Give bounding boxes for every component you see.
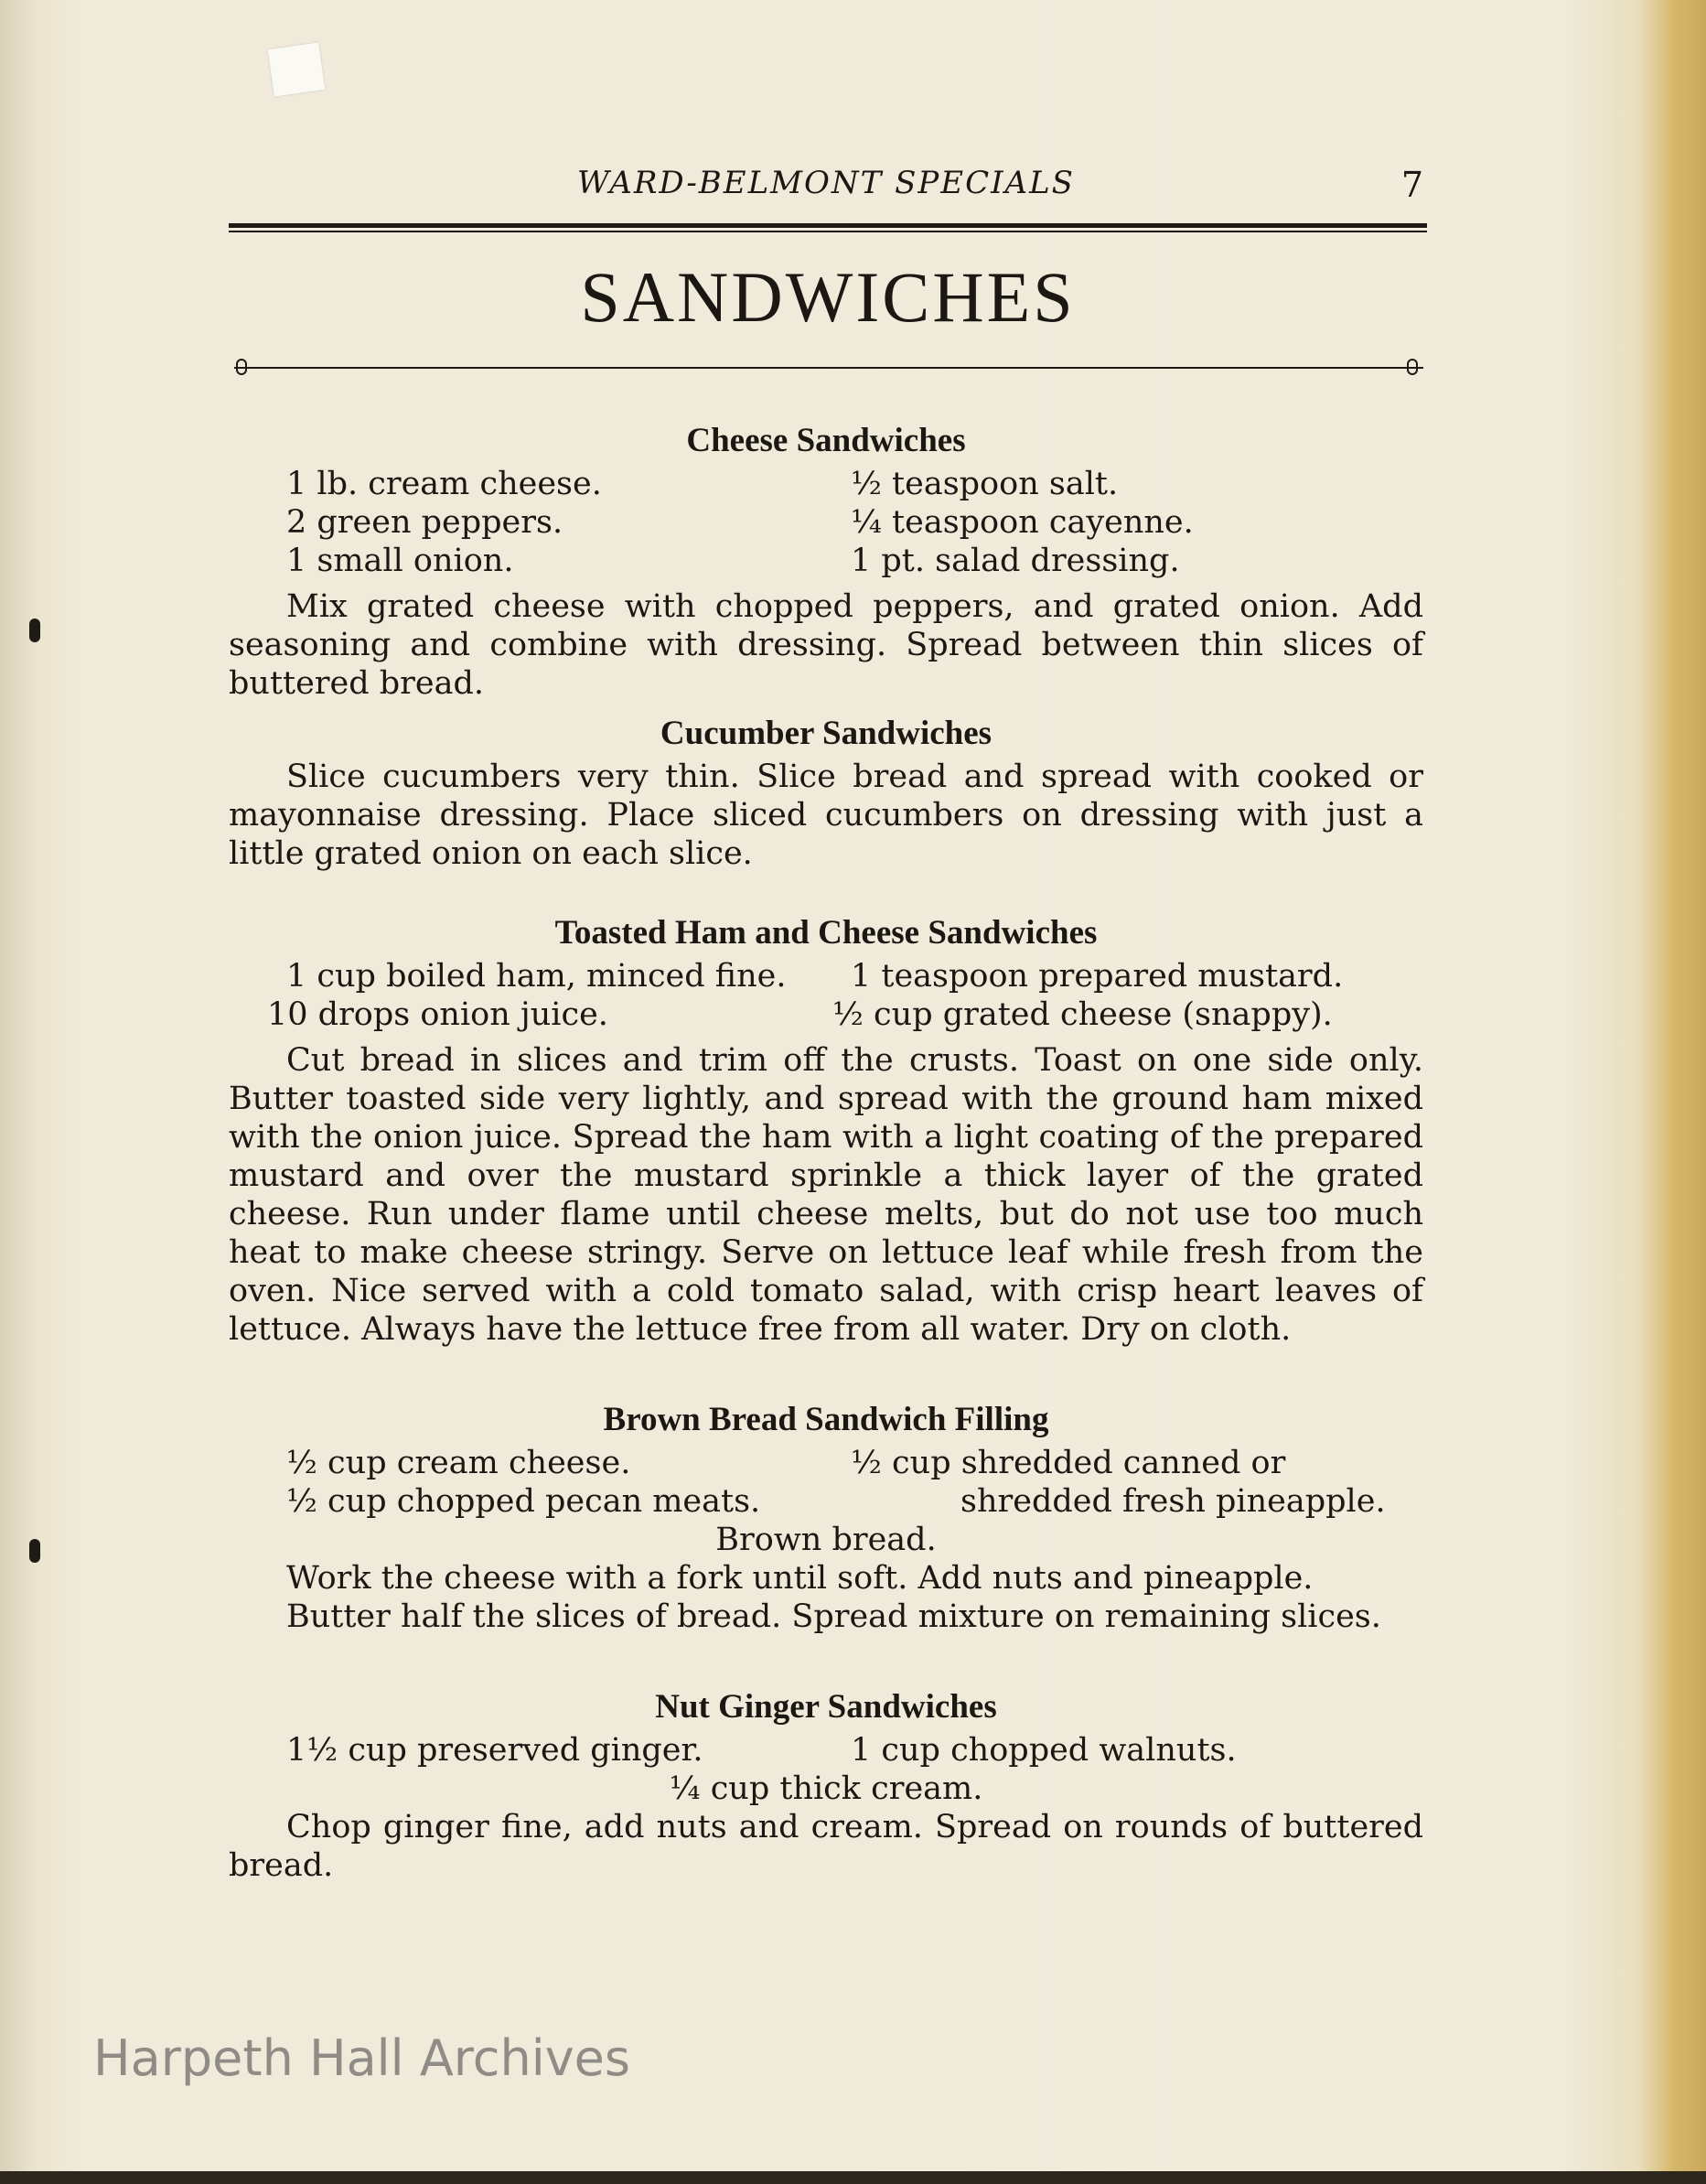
running-title: WARD-BELMONT SPECIALS [577,165,1075,201]
recipe-title: Brown Bread Sandwich Filling [603,1401,1049,1438]
ingredient: ½ cup shredded canned or [851,1445,1286,1481]
header-rule-thin [229,231,1427,232]
ingredient: 1 cup boiled ham, minced fine. [286,958,787,995]
archive-watermark: Harpeth Hall Archives [93,2029,631,2087]
ingredient: 1 lb. cream cheese. [286,466,602,502]
page-number: 7 [1400,165,1423,205]
ingredient: shredded fresh pineapple. [960,1483,1386,1520]
recipe-content [229,417,1423,1885]
recipe-directions: Cut bread in slices and trim off the crusts. Toast on one side only. Butter toasted side very lightly, and spread with the ground ham mixed with the onion juice. Spread the ham with a light coating of the prepared mustard and over the mustard sprinkle a thick layer of the grated cheese. Run under flame until cheese melts, but do not use too much heat to make cheese stringy. Serve on lettuce leaf while fresh from the oven. Nice served with a cold tomato salad, with crisp heart leaves of lettuce. Always have the lettuce free from all water. Dry on cloth. [229,1042,1423,1348]
binding-hole [29,1539,40,1563]
ingredient: ½ cup grated cheese (snappy). [832,996,1333,1033]
ingredient: Brown bread. [715,1522,937,1558]
ingredient: ¼ cup thick cream. [669,1770,983,1807]
recipe-title: Cucumber Sandwiches [660,715,992,752]
page-title: SANDWICHES [580,257,1076,337]
ingredient-row [229,957,1423,995]
ingredient-row [229,465,1423,503]
page-bottom-edge [0,2171,1706,2184]
ingredient-row [229,1444,1423,1482]
ingredient-row [229,542,1423,580]
ingredient-row [229,1770,1423,1808]
recipe-directions: Mix grated cheese with chopped peppers, and grated onion. Add seasoning and combine with dressing. Spread between thin slices of buttered bread. [229,588,1423,702]
direction-line [229,1598,1423,1636]
recipe-directions: Slice cucumbers very thin. Slice bread and spread with cooked or mayonnaise dressing. Place sliced cucumbers on dressing with just a little grated onion on each slice. [229,758,1423,872]
ingredient: ½ teaspoon salt. [851,466,1119,502]
ingredient: ¼ teaspoon cayenne. [851,504,1194,541]
ingredient-row [229,1482,1423,1521]
ingredient: 1½ cup preserved ginger. [286,1732,703,1769]
recipe-title: Toasted Ham and Cheese Sandwiches [554,914,1098,952]
ingredient: 10 drops onion juice. [267,996,608,1033]
ingredient-row [229,1521,1423,1559]
direction-line [229,1559,1423,1598]
recipe-title: Cheese Sandwiches [686,422,966,459]
ingredient: ½ cup chopped pecan meats. [286,1483,761,1520]
direction-text: Work the cheese with a fork until soft. Add nuts and pineapple. [286,1560,1314,1597]
ingredient: 2 green peppers. [286,504,563,541]
ingredient: ½ cup cream cheese. [286,1445,631,1481]
ingredient-row [229,503,1423,542]
running-header [229,165,1423,210]
recipe-title: Nut Ginger Sandwiches [655,1688,997,1726]
binding-hole [29,619,40,642]
ingredient: 1 pt. salad dressing. [851,543,1180,579]
paper-tab [268,42,326,96]
ingredient: 1 cup chopped walnuts. [851,1732,1237,1769]
recipe-directions: Chop ginger fine, add nuts and cream. Spread on rounds of buttered bread. [229,1809,1423,1884]
ingredient-row [229,995,1423,1034]
ingredient: 1 teaspoon prepared mustard. [851,958,1344,995]
direction-text: Butter half the slices of bread. Spread mixture on remaining slices. [286,1598,1381,1635]
ingredient-row [229,1731,1423,1770]
rule-ornament-right [1407,359,1418,375]
header-rule [229,223,1427,228]
ornamental-rule [234,367,1423,369]
rule-ornament-left [236,359,247,375]
ingredient: 1 small onion. [286,543,514,579]
